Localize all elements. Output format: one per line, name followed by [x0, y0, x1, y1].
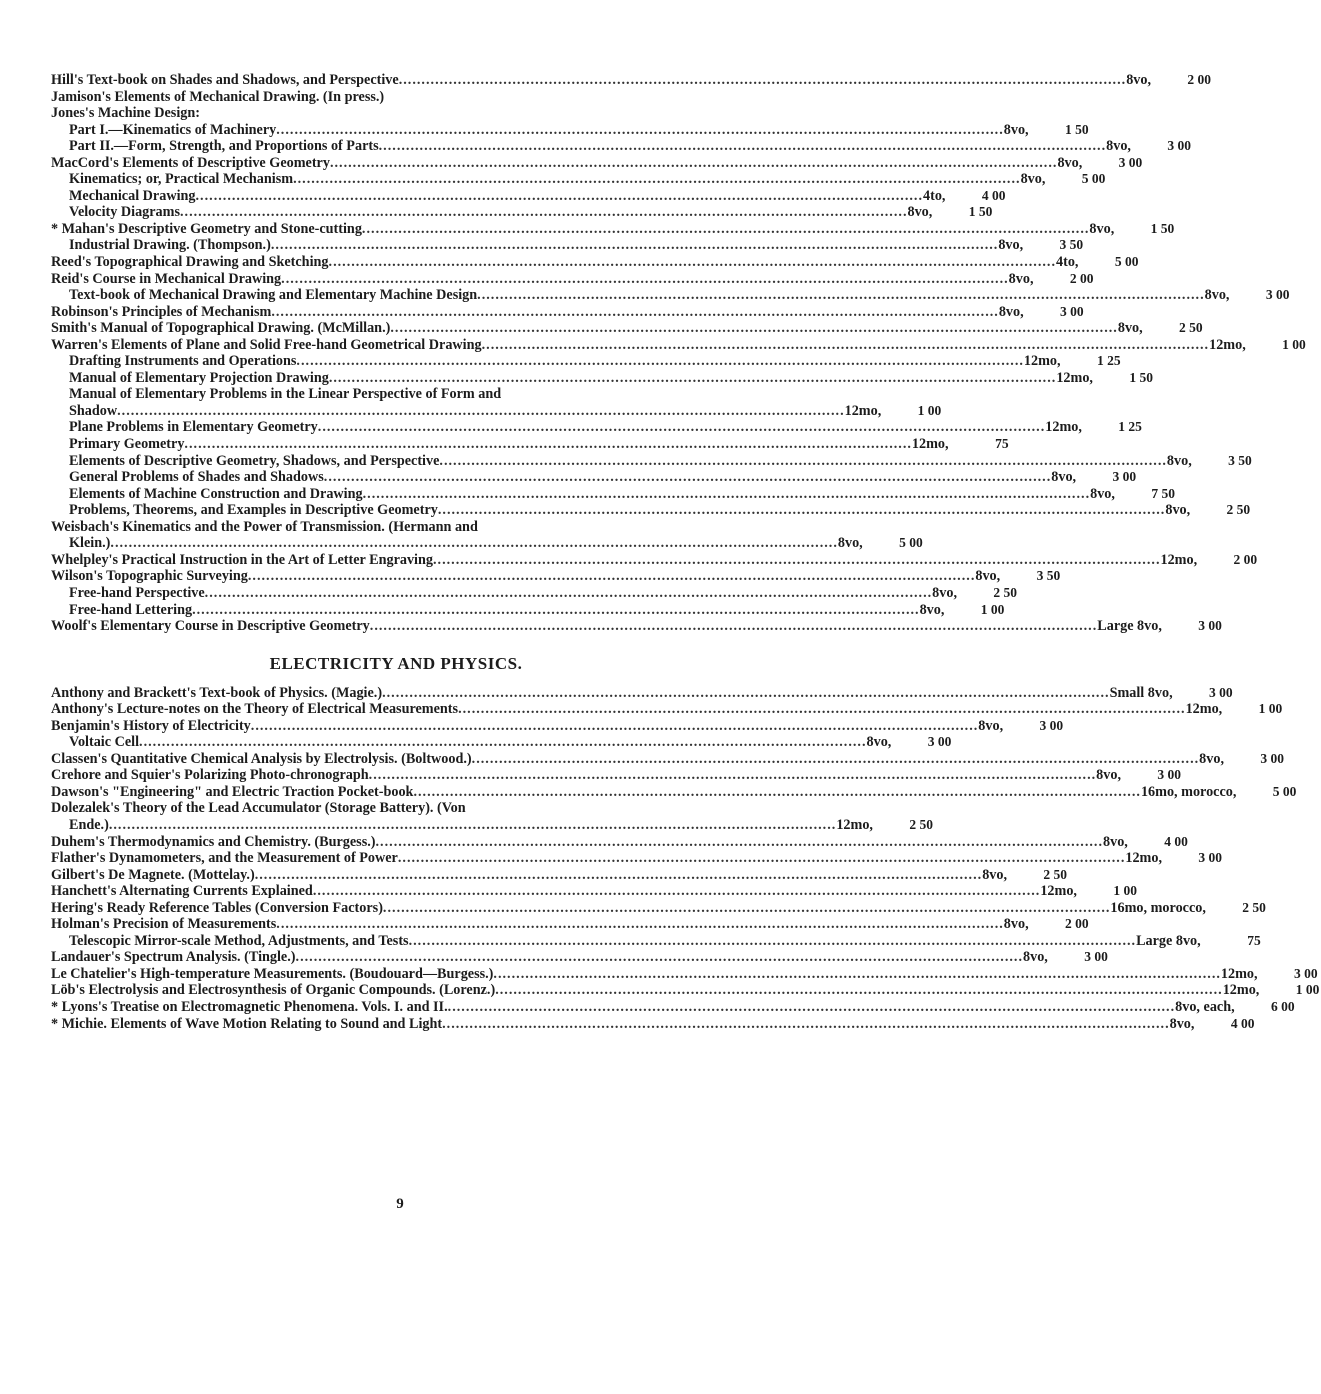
entry-title: Primary Geometry: [69, 436, 185, 453]
dot-leader: [276, 122, 1004, 139]
dot-leader: [180, 204, 908, 221]
dot-leader: [493, 966, 1221, 983]
entry-title: Free-hand Perspective: [69, 584, 205, 601]
entry-title: Shadow: [69, 402, 118, 419]
dot-leader: [251, 718, 979, 735]
entry-price: 3 00: [1167, 138, 1191, 154]
entry-title: Mechanical Drawing: [69, 187, 196, 204]
entry-title: Wilson's Topographic Surveying: [51, 568, 248, 585]
entry-format: 12mo,: [1040, 883, 1077, 900]
catalog-entry: [51, 767, 1181, 784]
entry-price: 1 25: [1118, 419, 1142, 435]
catalog-entry: [51, 336, 1306, 354]
entry-format: 8vo,: [1117, 320, 1143, 337]
entry-format: 16mo, morocco,: [1110, 899, 1206, 916]
entry-price: 2 50: [1179, 320, 1203, 336]
entry-title: Hanchett's Alternating Currents Explained: [51, 883, 313, 900]
catalog-entry: [51, 72, 1212, 89]
entry-format: 8vo,: [1165, 502, 1191, 519]
dot-leader: [329, 370, 1057, 387]
entry-format: 12mo,: [1185, 701, 1223, 718]
book-catalog: [51, 72, 1320, 1032]
entry-price: 4 00: [981, 187, 1006, 203]
entry-title: Industrial Drawing. (Thompson.): [69, 237, 271, 254]
entry-format: 8vo,: [1199, 750, 1224, 767]
entry-title: Weisbach's Kinematics and the Power of Transmission. (Hermann and: [51, 518, 478, 535]
entry-title: Hill's Text-book on Shades and Shadows, and Perspective: [51, 72, 399, 88]
entry-title: Plane Problems in Elementary Geometry: [69, 419, 318, 436]
entry-format: Large 8vo,: [1097, 618, 1162, 635]
entry-price: 3 00: [1198, 850, 1223, 866]
entry-title: Benjamin's History of Electricity: [51, 717, 251, 734]
entry-title: MacCord's Elements of Descriptive Geometry: [51, 154, 330, 171]
entry-format: 16mo, morocco,: [1140, 783, 1237, 800]
entry-title: Classen's Quantitative Chemical Analysis by Electrolysis. (Boltwood.): [51, 750, 472, 767]
dot-leader: [296, 353, 1024, 370]
entry-price: 5 00: [1081, 171, 1106, 187]
entry-price: 1 00: [980, 601, 1005, 617]
entry-format: 8vo,: [1057, 154, 1083, 171]
dot-leader: [439, 453, 1167, 470]
entry-price: 5 00: [899, 535, 923, 551]
entry-format: 12mo,: [1023, 353, 1061, 370]
entry-format: 12mo,: [844, 402, 882, 419]
dot-leader: [363, 486, 1091, 503]
dot-leader: [117, 403, 845, 420]
entry-price: 5 00: [1114, 254, 1139, 270]
dot-leader: [495, 982, 1223, 999]
entry-price: 1 25: [1096, 353, 1121, 369]
catalog-entry: [51, 105, 741, 122]
catalog-entry: [51, 220, 1175, 238]
catalog-entry: [51, 717, 1064, 735]
catalog-entry: [51, 535, 923, 552]
section-heading: ELECTRICITY AND PHYSICS.: [269, 653, 523, 673]
catalog-entry: [51, 601, 1005, 619]
dot-leader: [281, 271, 1009, 288]
entry-format: 8vo,: [1003, 121, 1029, 138]
catalog-entry: [51, 949, 1108, 966]
dot-leader: [438, 502, 1166, 519]
catalog-entry: [51, 568, 1061, 585]
dot-leader: [379, 138, 1107, 155]
entry-format: 12mo,: [836, 816, 873, 833]
dot-leader: [370, 618, 1098, 635]
entry-price: 3 00: [1039, 717, 1064, 733]
entry-title: Problems, Theorems, and Examples in Descriptive Geometry: [69, 502, 438, 519]
entry-format: 12mo,: [1045, 419, 1082, 436]
entry-format: 8vo,: [1204, 287, 1230, 304]
entry-title: Manual of Elementary Problems in the Linear Perspective of Form and: [69, 386, 502, 403]
entry-title: Manual of Elementary Projection Drawing: [69, 369, 329, 386]
entry-price: 3 00: [1293, 965, 1318, 981]
catalog-entry: [51, 154, 1143, 172]
catalog-entry: [51, 121, 1089, 139]
catalog-entry: [51, 800, 741, 817]
dot-leader: [248, 568, 976, 585]
entry-price: 6 00: [1271, 998, 1295, 1014]
dot-leader: [458, 701, 1186, 718]
entry-format: 8vo,: [975, 568, 1001, 585]
entry-format: 8vo,: [982, 866, 1008, 883]
entry-title: Elements of Machine Construction and Drawing: [69, 485, 363, 502]
entry-format: 8vo,: [1023, 949, 1048, 966]
catalog-entry: [51, 833, 1188, 851]
entry-title: Part II.—Form, Strength, and Proportions of Parts: [69, 138, 379, 155]
entry-format: 8vo,: [1096, 767, 1121, 784]
catalog-entry: [51, 551, 1258, 569]
entry-price: 3 00: [1198, 618, 1222, 634]
dot-leader: [383, 900, 1111, 917]
entry-price: 75: [1247, 932, 1261, 948]
entry-title: Elements of Descriptive Geometry, Shadows, and Perspective: [69, 452, 440, 469]
entry-format: 8vo,: [998, 237, 1024, 254]
entry-format: 8vo,: [1008, 270, 1034, 287]
entry-price: 7 50: [1151, 485, 1175, 501]
dot-leader: [482, 337, 1210, 354]
entry-price: 2 00: [1187, 72, 1212, 87]
entry-title: Ende.): [69, 816, 109, 833]
dot-leader: [184, 436, 912, 453]
entry-price: 1 00: [1282, 336, 1306, 352]
entry-price: 1 00: [1295, 982, 1320, 998]
entry-price: 2 00: [1233, 551, 1258, 567]
catalog-entry: [51, 452, 1252, 470]
catalog-entry: [51, 982, 1320, 999]
entry-format: 8vo, each,: [1175, 998, 1235, 1015]
entry-title: Kinematics; or, Practical Mechanism: [69, 171, 294, 188]
entry-format: 8vo,: [1020, 171, 1046, 188]
dot-leader: [409, 933, 1137, 950]
catalog-entry: [51, 816, 933, 834]
catalog-entry: [51, 320, 1203, 337]
entry-price: 1 50: [968, 204, 993, 220]
dot-leader: [276, 916, 1004, 933]
entry-title: Robinson's Principles of Mechanism: [51, 303, 272, 320]
dot-leader: [192, 602, 920, 619]
dot-leader: [448, 999, 1176, 1016]
entry-format: 12mo,: [1056, 369, 1093, 386]
entry-title: Klein.): [69, 535, 111, 552]
entry-format: 8vo,: [1169, 1015, 1195, 1032]
entry-format: 8vo,: [1103, 833, 1128, 850]
entry-price: 3 00: [1209, 684, 1233, 700]
entry-format: 8vo,: [1090, 485, 1115, 502]
entry-title: Flather's Dynamometers, and the Measurement of Power: [51, 850, 398, 867]
entry-price: 1 00: [917, 402, 942, 418]
entry-format: 4to,: [1056, 254, 1079, 271]
dot-leader: [139, 734, 867, 751]
entry-title: Landauer's Spectrum Analysis. (Tingle.): [51, 949, 296, 966]
entry-format: 8vo,: [919, 601, 945, 618]
dot-leader: [398, 850, 1126, 867]
entry-price: 3 00: [927, 734, 952, 750]
catalog-entry: [51, 89, 741, 106]
entry-title: Crehore and Squier's Polarizing Photo-chronograph: [51, 767, 369, 784]
entry-price: 4 00: [1230, 1015, 1255, 1031]
entry-format: 8vo,: [907, 204, 933, 221]
entry-title: Part I.—Kinematics of Machinery: [69, 121, 277, 138]
entry-format: 8vo,: [998, 303, 1024, 320]
entry-format: Large 8vo,: [1136, 932, 1201, 949]
entry-title: Dawson's "Engineering" and Electric Traction Pocket-book: [51, 783, 414, 800]
entry-title: Voltaic Cell: [69, 734, 140, 751]
catalog-entry: [51, 270, 1094, 288]
entry-price: 2 00: [1064, 916, 1089, 932]
entry-title: Text-book of Mechanical Drawing and Elementary Machine Design: [69, 287, 478, 304]
dot-leader: [330, 155, 1058, 172]
entry-format: 12mo,: [1160, 551, 1198, 568]
entry-title: Anthony's Lecture-notes on the Theory of Electrical Measurements: [51, 701, 459, 718]
catalog-entry: [51, 303, 1084, 321]
entry-format: 8vo,: [1126, 72, 1152, 88]
entry-title: Anthony and Brackett's Text-book of Physics. (Magie.): [51, 684, 383, 701]
catalog-entry: [51, 171, 1106, 188]
entry-format: 8vo,: [1106, 138, 1131, 155]
entry-price: 2 50: [909, 816, 933, 832]
dot-leader: [433, 552, 1161, 569]
dot-leader: [196, 188, 924, 205]
entry-title: Reed's Topographical Drawing and Sketching: [51, 254, 329, 271]
entry-format: 12mo,: [1209, 336, 1246, 353]
entry-title: Velocity Diagrams: [69, 204, 180, 221]
entry-title: Telescopic Mirror-scale Method, Adjustments, and Tests: [69, 932, 409, 949]
entry-price: 3 50: [1059, 237, 1084, 253]
entry-format: 8vo,: [866, 734, 892, 751]
catalog-list-drawing: [51, 72, 1306, 635]
dot-leader: [293, 171, 1021, 188]
catalog-entry: [51, 899, 1266, 917]
entry-price: 3 00: [1060, 303, 1084, 319]
dot-leader: [205, 585, 933, 602]
entry-title: Dolezalek's Theory of the Lead Accumulator (Storage Battery). (Von: [51, 800, 466, 817]
dot-leader: [296, 949, 1024, 966]
dot-leader: [413, 784, 1141, 801]
entry-price: 3 50: [1228, 452, 1252, 468]
dot-leader: [110, 535, 838, 552]
entry-title: Löb's Electrolysis and Electrosynthesis of Organic Compounds. (Lorenz.): [51, 982, 496, 999]
entry-price: 3 00: [1112, 469, 1137, 485]
entry-price: 75: [995, 436, 1009, 452]
dot-leader: [329, 254, 1057, 271]
dot-leader: [442, 1016, 1170, 1033]
entry-price: 3 00: [1084, 949, 1108, 965]
entry-title: Le Chatelier's High-temperature Measurements. (Boudouard—Burgess.): [51, 965, 494, 982]
catalog-entry: [51, 237, 1084, 254]
catalog-entry: [51, 502, 1251, 519]
catalog-entry: [51, 1015, 1255, 1033]
entry-title: * Lyons's Treatise on Electromagnetic Phenomena. Vols. I. and II.: [51, 998, 448, 1015]
catalog-entry: [51, 353, 1121, 370]
entry-price: 4 00: [1164, 833, 1188, 849]
catalog-entry: [51, 485, 1175, 503]
dot-leader: [313, 883, 1041, 900]
entry-price: 3 50: [1036, 568, 1061, 584]
entry-price: 2 50: [1226, 502, 1251, 518]
catalog-entry: [51, 436, 1009, 453]
entry-title: Whelpley's Practical Instruction in the Art of Letter Engraving: [51, 551, 433, 568]
entry-format: 8vo,: [932, 584, 957, 601]
entry-title: * Mahan's Descriptive Geometry and Stone-cutting: [51, 220, 362, 237]
catalog-entry: [51, 254, 1139, 271]
entry-title: Gilbert's De Magnete. (Mottelay.): [51, 866, 255, 883]
entry-price: 5 00: [1272, 783, 1297, 799]
dot-leader: [324, 469, 1052, 486]
entry-title: Duhem's Thermodynamics and Chemistry. (Burgess.): [51, 833, 376, 850]
entry-price: 1 50: [1150, 220, 1175, 236]
page-number: 9: [396, 1196, 404, 1212]
entry-format: 8vo,: [1051, 469, 1077, 486]
dot-leader: [271, 304, 999, 321]
dot-leader: [255, 867, 983, 884]
entry-title: Warren's Elements of Plane and Solid Free-hand Geometrical Drawing: [51, 336, 482, 353]
entry-title: * Michie. Elements of Wave Motion Relating to Sound and Light: [51, 1015, 443, 1032]
catalog-entry: [51, 204, 993, 221]
catalog-entry: [51, 402, 942, 420]
entry-title: Free-hand Lettering: [69, 601, 193, 618]
dot-leader: [399, 72, 1127, 89]
catalog-entry: [51, 386, 741, 403]
catalog-entry: [51, 369, 1153, 387]
dot-leader: [390, 320, 1118, 337]
entry-price: 2 50: [993, 584, 1017, 600]
entry-title: Smith's Manual of Topographical Drawing. (McMillan.): [51, 320, 391, 337]
catalog-entry: [51, 783, 1297, 801]
entry-price: 2 00: [1069, 270, 1094, 286]
entry-format: 12mo,: [1125, 850, 1163, 867]
catalog-entry: [51, 684, 1233, 702]
catalog-entry: [51, 469, 1137, 486]
entry-price: 1 50: [1129, 369, 1153, 385]
entry-price: 1 00: [1113, 883, 1137, 899]
catalog-entry: [51, 701, 1283, 718]
entry-title: Jamison's Elements of Mechanical Drawing. (In press.): [51, 88, 385, 105]
catalog-entry: [51, 916, 1089, 933]
catalog-entry: [51, 883, 1137, 900]
entry-format: 12mo,: [911, 436, 949, 453]
dot-leader: [362, 221, 1090, 238]
entry-format: 8vo,: [1166, 452, 1192, 469]
entry-format: 8vo,: [1089, 220, 1115, 237]
dot-leader: [382, 685, 1110, 702]
entry-price: 3 00: [1260, 750, 1284, 766]
entry-format: 12mo,: [1220, 965, 1258, 982]
entry-format: 8vo,: [1003, 916, 1029, 933]
entry-price: 3 00: [1118, 154, 1143, 170]
dot-leader: [472, 751, 1200, 768]
entry-title: Holman's Precision of Measurements: [51, 916, 277, 933]
entry-price: 2 50: [1043, 866, 1068, 882]
dot-leader: [477, 287, 1205, 304]
dot-leader: [109, 817, 837, 834]
catalog-entry: [51, 519, 741, 536]
entry-price: 1 50: [1064, 121, 1089, 137]
catalog-entry: [51, 618, 1222, 635]
entry-format: 8vo,: [978, 717, 1004, 734]
catalog-entry: [51, 584, 1017, 602]
entry-price: 2 50: [1242, 899, 1266, 915]
catalog-entry: [51, 187, 1006, 205]
entry-price: 3 00: [1265, 287, 1290, 303]
entry-price: 1 00: [1258, 701, 1283, 717]
catalog-entry: [51, 419, 1142, 436]
catalog-entry: [51, 734, 952, 751]
entry-format: 4to,: [923, 187, 946, 204]
entry-title: Jones's Machine Design:: [51, 105, 200, 122]
dot-leader: [376, 834, 1104, 851]
entry-price: 3 00: [1157, 767, 1181, 783]
dot-leader: [318, 419, 1046, 436]
entry-format: 8vo,: [837, 535, 863, 552]
entry-format: Small 8vo,: [1109, 684, 1173, 701]
entry-title: General Problems of Shades and Shadows: [69, 469, 324, 486]
catalog-entry: [51, 965, 1318, 983]
entry-format: 12mo,: [1222, 982, 1260, 999]
entry-title: Reid's Course in Mechanical Drawing: [51, 270, 282, 287]
catalog-entry: [51, 850, 1223, 867]
entry-title: Drafting Instruments and Operations: [69, 353, 297, 370]
catalog-entry: [51, 287, 1290, 304]
catalog-entry: [51, 866, 1068, 884]
dot-leader: [369, 767, 1097, 784]
entry-title: Hering's Ready Reference Tables (Conversion Factors): [51, 899, 383, 916]
catalog-entry: [51, 138, 1191, 155]
catalog-entry: [51, 998, 1295, 1016]
dot-leader: [271, 237, 999, 254]
catalog-list-electricity: [51, 684, 1320, 1032]
catalog-entry: [51, 750, 1284, 768]
entry-title: Woolf's Elementary Course in Descriptive Geometry: [51, 618, 370, 635]
catalog-entry: [51, 932, 1261, 950]
